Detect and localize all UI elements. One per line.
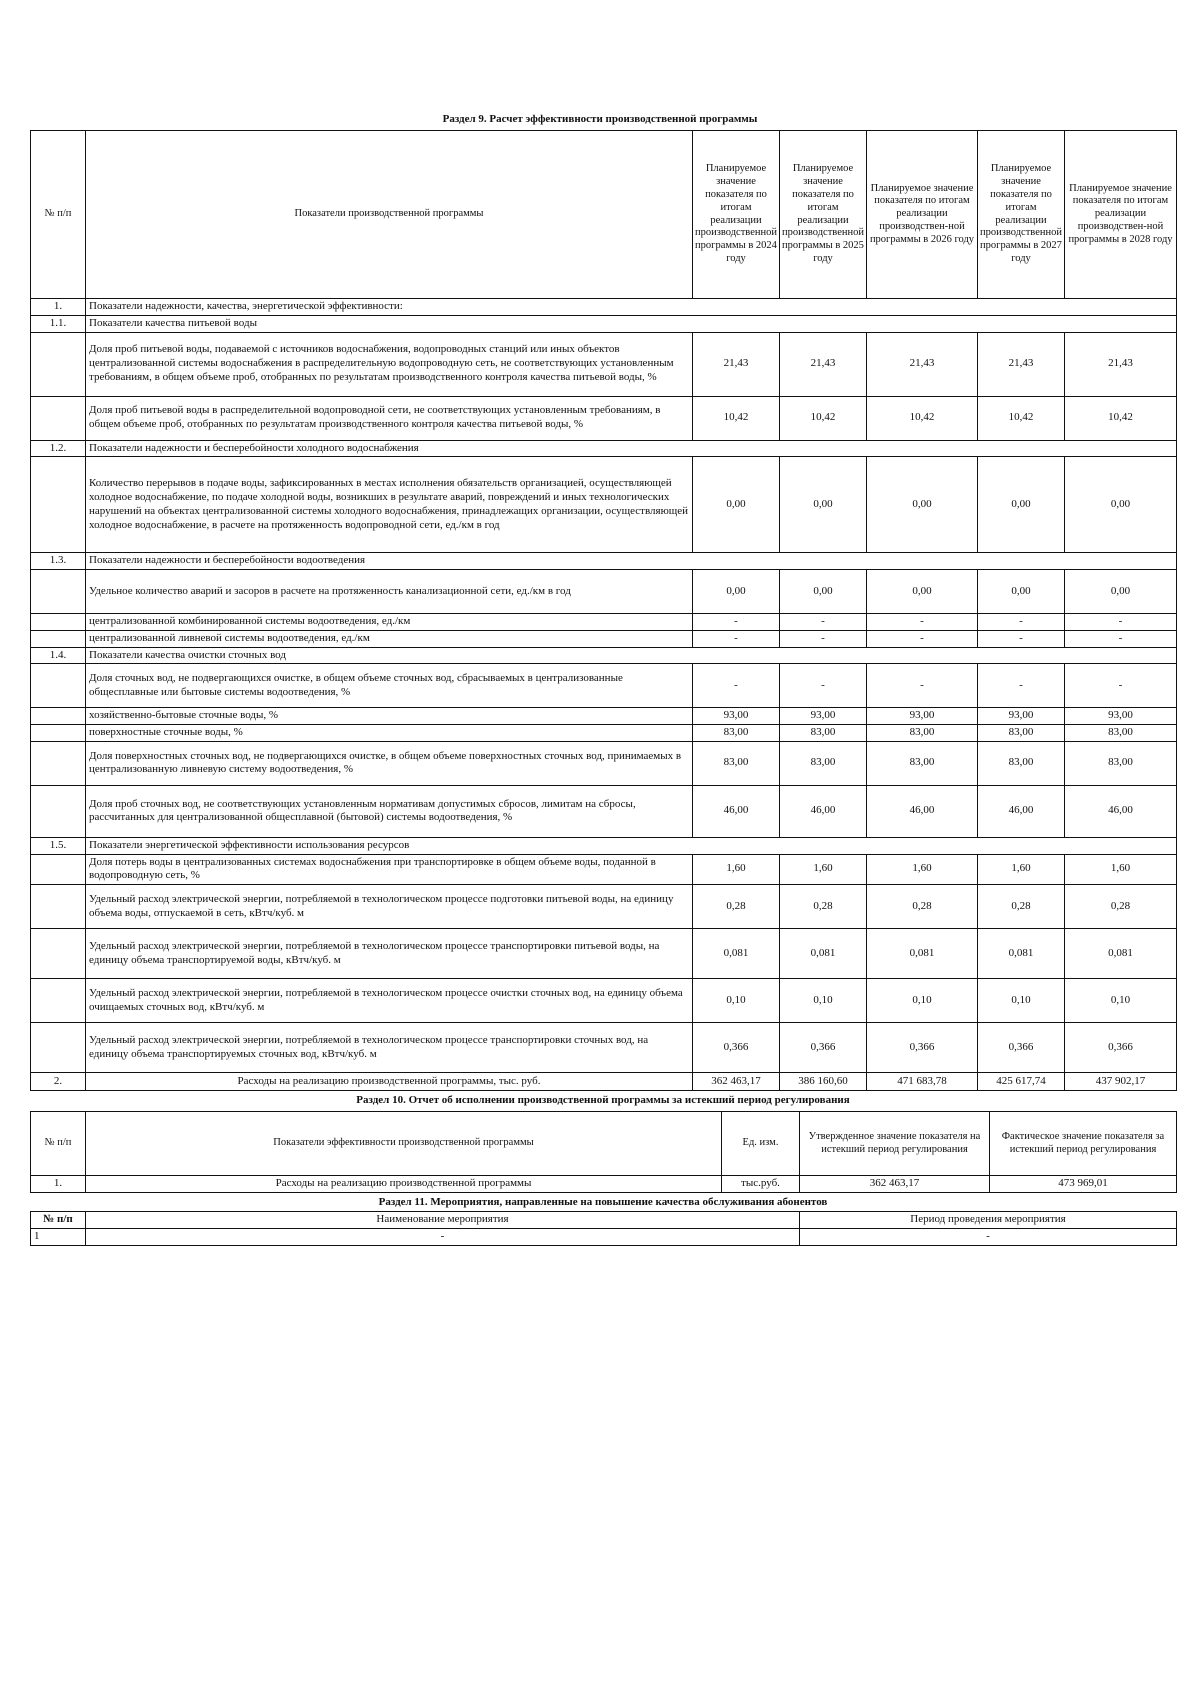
row-value: 83,00 — [867, 725, 978, 742]
report-row — [31, 1176, 1177, 1193]
row-label: централизованной комбинированной системы водоотведения, ед./км — [86, 614, 693, 631]
measures-row-name: - — [86, 1228, 800, 1245]
row-value: - — [693, 614, 780, 631]
row-label: хозяйственно-бытовые сточные воды, % — [86, 708, 693, 725]
row-value: 83,00 — [978, 725, 1065, 742]
table-row — [31, 725, 1177, 742]
section-row — [31, 299, 1177, 316]
row-value: 0,00 — [867, 457, 978, 553]
row-value: 1,60 — [693, 854, 780, 885]
row-value: 83,00 — [780, 725, 867, 742]
row-label: Удельный расход электрической энергии, потребляемой в технологическом процессе очистки сточных вод, на единицу объема очищаемых сточных вод, кВтч/куб. м — [86, 979, 693, 1023]
row-label: Показатели надежности и бесперебойности водоотведения — [86, 553, 1177, 570]
row-value: 0,10 — [867, 979, 978, 1023]
row-label: Доля проб питьевой воды, подаваемой с источников водоснабжения, водопроводных станций или иных объектов централизованной системы водоснабжения в распределительную водопроводную сеть, не соответствующих установленным требованиям, в общем объеме проб, отобранных по результатам производственного контроля качества питьевой воды, % — [86, 332, 693, 396]
row-value: - — [1065, 614, 1177, 631]
section10-title: Раздел 10. Отчет об исполнении производственной программы за истекший период регулирования — [356, 1094, 850, 1106]
row-num — [31, 929, 86, 979]
row-value: 21,43 — [1065, 332, 1177, 396]
row-value: - — [693, 664, 780, 708]
section-row — [31, 837, 1177, 854]
row-value: 46,00 — [780, 785, 867, 837]
row-value: 0,00 — [1065, 457, 1177, 553]
row-value: 0,28 — [978, 885, 1065, 929]
row-num — [31, 630, 86, 647]
row-value: 93,00 — [780, 708, 867, 725]
row-value: 0,081 — [780, 929, 867, 979]
row-label: Показатели качества питьевой воды — [86, 315, 1177, 332]
report-header-row — [31, 1112, 1177, 1176]
row-value: 0,28 — [1065, 885, 1177, 929]
header-indicator: Показатели производственной программы — [86, 131, 693, 299]
row-label: Удельный расход электрической энергии, потребляемой в технологическом процессе транспортировки сточных вод, на единицу объема транспортируемых сточных вод, кВтч/куб. м — [86, 1023, 693, 1073]
report-header-unit: Ед. изм. — [722, 1112, 800, 1176]
row-label: централизованной ливневой системы водоотведения, ед./км — [86, 630, 693, 647]
table-row — [31, 614, 1177, 631]
row-num — [31, 979, 86, 1023]
table-row — [31, 332, 1177, 396]
row-value: - — [867, 614, 978, 631]
table-row — [31, 664, 1177, 708]
table-row — [31, 979, 1177, 1023]
row-value: 0,366 — [1065, 1023, 1177, 1073]
row-value: - — [693, 630, 780, 647]
row-value: 93,00 — [693, 708, 780, 725]
efficiency-table-body — [31, 299, 1177, 1091]
row-label: Расходы на реализацию производственной программы, тыс. руб. — [86, 1073, 693, 1091]
row-value: 386 160,60 — [780, 1073, 867, 1091]
row-num — [31, 785, 86, 837]
table-row — [31, 785, 1177, 837]
header-num: № п/п — [31, 131, 86, 299]
row-value: 0,10 — [693, 979, 780, 1023]
section11-title: Раздел 11. Мероприятия, направленные на повышение качества обслуживания абонентов — [378, 1196, 828, 1208]
row-num — [31, 396, 86, 440]
report-header-num: № п/п — [31, 1112, 86, 1176]
table-row — [31, 929, 1177, 979]
efficiency-table — [30, 130, 1177, 1091]
row-value: 425 617,74 — [978, 1073, 1065, 1091]
row-num — [31, 725, 86, 742]
header-2025: Планируемое значение показателя по итогам реализации производственной программы в 2025 году — [780, 131, 867, 299]
row-value: 93,00 — [867, 708, 978, 725]
row-value: 0,10 — [978, 979, 1065, 1023]
row-label: Количество перерывов в подаче воды, зафиксированных в местах исполнения обязательств организацией, осуществляющей холодное водоснабжение, по подаче холодной воды, возникших в результате аварий, повреждений и иных технологических нарушений на объектах централизованной системы холодного водоснабжения, принадлежащих организации, осуществляющей холодное водоснабжение, в расчете на протяженность водопроводной сети, ед./км в год — [86, 457, 693, 553]
row-value: 10,42 — [978, 396, 1065, 440]
section9-title: Раздел 9. Расчет эффективности производственной программы — [442, 113, 758, 125]
row-num: 1.2. — [31, 440, 86, 457]
row-value: - — [780, 630, 867, 647]
row-value: 0,00 — [1065, 570, 1177, 614]
row-value: 1,60 — [1065, 854, 1177, 885]
row-label: Доля проб сточных вод, не соответствующих установленным нормативам допустимых сбросов, лимитам на сбросы, рассчитанных для централизованной общесплавной (бытовой) системы водоотведения, % — [86, 785, 693, 837]
row-num: 1.4. — [31, 647, 86, 664]
row-num — [31, 570, 86, 614]
row-value: 46,00 — [978, 785, 1065, 837]
report-row-unit: тыс.руб. — [722, 1176, 800, 1193]
row-num — [31, 708, 86, 725]
section-row — [31, 647, 1177, 664]
row-value: - — [867, 630, 978, 647]
row-value: 0,00 — [693, 457, 780, 553]
row-value: 0,366 — [867, 1023, 978, 1073]
row-value: 83,00 — [693, 725, 780, 742]
row-label: Показатели надежности, качества, энергетической эффективности: — [86, 299, 1177, 316]
measures-header-name: Наименование мероприятия — [86, 1212, 800, 1229]
row-value: 21,43 — [693, 332, 780, 396]
row-label: Показатели качества очистки сточных вод — [86, 647, 1177, 664]
row-label: Показатели энергетической эффективности использования ресурсов — [86, 837, 1177, 854]
measures-table — [30, 1211, 1177, 1246]
measures-row-num: 1 — [31, 1228, 86, 1245]
row-value: 0,366 — [693, 1023, 780, 1073]
header-2024: Планируемое значение показателя по итогам реализации производственной программы в 2024 году — [693, 131, 780, 299]
row-value: - — [978, 664, 1065, 708]
report-header-indicator: Показатели эффективности производственной программы — [86, 1112, 722, 1176]
row-num — [31, 1023, 86, 1073]
row-value: 0,366 — [978, 1023, 1065, 1073]
row-value: 10,42 — [867, 396, 978, 440]
table-row — [31, 457, 1177, 553]
row-value: 0,00 — [693, 570, 780, 614]
row-num — [31, 457, 86, 553]
measures-row — [31, 1228, 1177, 1245]
row-label: Показатели надежности и бесперебойности холодного водоснабжения — [86, 440, 1177, 457]
row-value: 0,28 — [867, 885, 978, 929]
row-value: 1,60 — [978, 854, 1065, 885]
table-row — [31, 741, 1177, 785]
row-num: 1. — [31, 299, 86, 316]
row-value: 1,60 — [780, 854, 867, 885]
row-num — [31, 741, 86, 785]
row-label: Удельный расход электрической энергии, потребляемой в технологическом процессе подготовки питьевой воды, на единицу объема воды, отпускаемой в сеть, кВтч/куб. м — [86, 885, 693, 929]
row-value: 0,28 — [780, 885, 867, 929]
row-value: 437 902,17 — [1065, 1073, 1177, 1091]
row-value: 0,28 — [693, 885, 780, 929]
row-label: Доля проб питьевой воды в распределительной водопроводной сети, не соответствующих установленным требованиям, в общем объеме проб, отобранных по результатам производственного контроля качества питьевой воды, % — [86, 396, 693, 440]
row-value: 0,10 — [1065, 979, 1177, 1023]
measures-header-num: № п/п — [31, 1212, 86, 1229]
row-value: 0,081 — [693, 929, 780, 979]
row-value: 0,081 — [978, 929, 1065, 979]
row-value: 362 463,17 — [693, 1073, 780, 1091]
row-value: 0,00 — [978, 457, 1065, 553]
row-value: 46,00 — [867, 785, 978, 837]
row-value: 1,60 — [867, 854, 978, 885]
table-row — [31, 630, 1177, 647]
measures-row-period: - — [800, 1228, 1177, 1245]
row-value: 10,42 — [780, 396, 867, 440]
table-row — [31, 885, 1177, 929]
header-2027: Планируемое значение показателя по итогам реализации производственной программы в 2027 году — [978, 131, 1065, 299]
table-row — [31, 854, 1177, 885]
row-value: 93,00 — [978, 708, 1065, 725]
row-value: 10,42 — [693, 396, 780, 440]
row-value: - — [1065, 664, 1177, 708]
row-value: 10,42 — [1065, 396, 1177, 440]
row-label: Доля поверхностных сточных вод, не подвергающихся очистке, в общем объеме поверхностных сточных вод, принимаемых в централизованную ливневую систему водоотведения, % — [86, 741, 693, 785]
row-value: 46,00 — [693, 785, 780, 837]
row-value: - — [1065, 630, 1177, 647]
header-2026: Планируемое значение показателя по итогам реализации производствен-ной программы в 2026 году — [867, 131, 978, 299]
measures-header-period: Период проведения мероприятия — [800, 1212, 1177, 1229]
row-value: - — [780, 614, 867, 631]
row-value: 0,081 — [1065, 929, 1177, 979]
table-row — [31, 570, 1177, 614]
row-label: поверхностные сточные воды, % — [86, 725, 693, 742]
row-num — [31, 614, 86, 631]
row-value: 21,43 — [867, 332, 978, 396]
report-row-approved: 362 463,17 — [800, 1176, 990, 1193]
row-num: 1.5. — [31, 837, 86, 854]
row-label: Удельное количество аварий и засоров в расчете на протяженность канализационной сети, ед./км в год — [86, 570, 693, 614]
header-2028: Планируемое значение показателя по итогам реализации производствен-ной программы в 2028 году — [1065, 131, 1177, 299]
report-header-actual: Фактическое значение показателя за истекший период регулирования — [990, 1112, 1177, 1176]
table-header-row — [31, 131, 1177, 299]
report-row-label: Расходы на реализацию производственной программы — [86, 1176, 722, 1193]
row-label: Удельный расход электрической энергии, потребляемой в технологическом процессе транспортировки питьевой воды, на единицу объема транспортируемой воды, кВтч/куб. м — [86, 929, 693, 979]
table-row — [31, 1023, 1177, 1073]
row-value: 83,00 — [780, 741, 867, 785]
row-value: 83,00 — [1065, 741, 1177, 785]
row-label: Доля сточных вод, не подвергающихся очистке, в общем объеме сточных вод, сбрасываемых в централизованные общесплавные или бытовые системы водоотведения, % — [86, 664, 693, 708]
row-value: 0,00 — [867, 570, 978, 614]
row-value: - — [780, 664, 867, 708]
row-value: 0,366 — [780, 1023, 867, 1073]
row-value: 83,00 — [867, 741, 978, 785]
row-num — [31, 664, 86, 708]
row-value: 93,00 — [1065, 708, 1177, 725]
row-value: 21,43 — [978, 332, 1065, 396]
row-value: 83,00 — [693, 741, 780, 785]
row-value: - — [978, 614, 1065, 631]
row-label: Доля потерь воды в централизованных системах водоснабжения при транспортировке в общем объеме воды, поданной в водопроводную сеть, % — [86, 854, 693, 885]
report-header-approved: Утвержденное значение показателя на истекший период регулирования — [800, 1112, 990, 1176]
section-row — [31, 553, 1177, 570]
row-value: 83,00 — [1065, 725, 1177, 742]
row-value: 0,081 — [867, 929, 978, 979]
section-row — [31, 315, 1177, 332]
section-row — [31, 440, 1177, 457]
row-value: - — [867, 664, 978, 708]
row-num — [31, 332, 86, 396]
row-num — [31, 854, 86, 885]
row-num: 1.1. — [31, 315, 86, 332]
row-value: 471 683,78 — [867, 1073, 978, 1091]
report-table — [30, 1111, 1177, 1193]
table-row — [31, 708, 1177, 725]
row-value: 83,00 — [978, 741, 1065, 785]
row-num — [31, 885, 86, 929]
row-value: 0,00 — [780, 570, 867, 614]
row-value: 0,10 — [780, 979, 867, 1023]
measures-header-row — [31, 1212, 1177, 1229]
row-value: 0,00 — [780, 457, 867, 553]
row-value: 0,00 — [978, 570, 1065, 614]
report-row-actual: 473 969,01 — [990, 1176, 1177, 1193]
report-row-num: 1. — [31, 1176, 86, 1193]
row-value: 46,00 — [1065, 785, 1177, 837]
row-num: 2. — [31, 1073, 86, 1091]
table-row — [31, 396, 1177, 440]
total-row — [31, 1073, 1177, 1091]
row-num: 1.3. — [31, 553, 86, 570]
row-value: - — [978, 630, 1065, 647]
row-value: 21,43 — [780, 332, 867, 396]
